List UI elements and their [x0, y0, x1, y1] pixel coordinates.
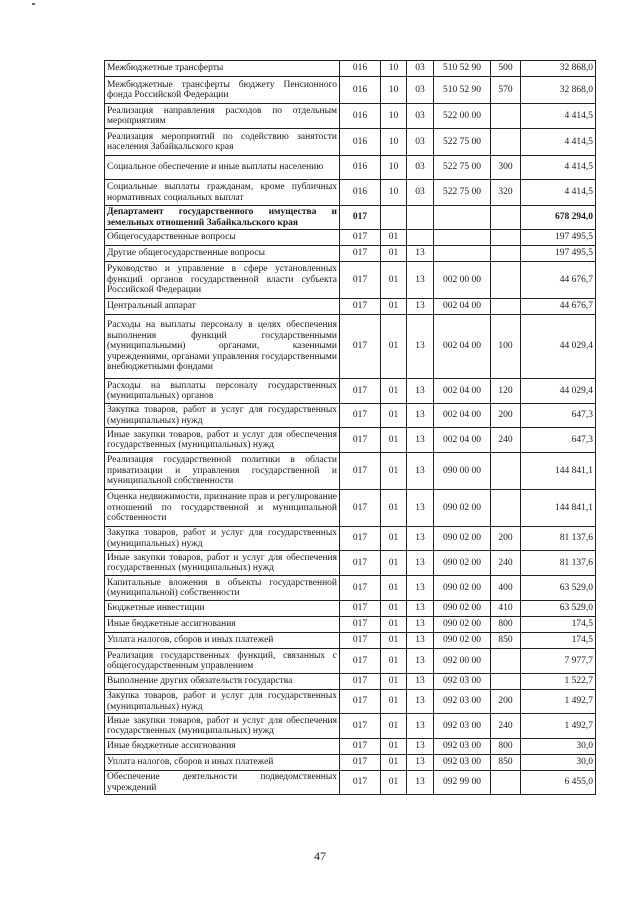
cell-section-code: 10: [381, 77, 407, 104]
cell-amount: 647,3: [521, 404, 596, 428]
cell-expense-type: 100: [491, 315, 521, 379]
cell-subsection-code: 13: [407, 299, 434, 315]
cell-section-code: 01: [381, 299, 407, 315]
cell-section-code: 01: [381, 246, 407, 262]
cell-subsection-code: 13: [407, 755, 434, 771]
table-row: [105, 77, 596, 104]
cell-section-code: 10: [381, 156, 407, 180]
table-row: [105, 633, 596, 649]
cell-subsection-code: 13: [407, 551, 434, 576]
cell-name: Общегосударственные вопросы: [105, 230, 340, 246]
cell-name: Департамент государственного имущества и земельных отношений Забайкальского края: [105, 206, 340, 230]
table-row: [105, 180, 596, 206]
cell-amount: 678 294,0: [521, 206, 596, 230]
cell-target-article: 002 04 00: [434, 299, 491, 315]
table-row: [105, 674, 596, 690]
cell-name: Закупка товаров, работ и услуг для государственных (муниципальных) нужд: [105, 690, 340, 714]
table-row: [105, 527, 596, 551]
cell-amount: 63 529,0: [521, 576, 596, 601]
cell-subsection-code: 13: [407, 576, 434, 601]
cell-subsection-code: 03: [407, 104, 434, 129]
table-row: [105, 61, 596, 77]
cell-expense-type: [491, 490, 521, 527]
table-row: [105, 129, 596, 156]
cell-ministry-code: 016: [340, 156, 381, 180]
cell-ministry-code: 017: [340, 771, 381, 795]
cell-amount: 44 029,4: [521, 315, 596, 379]
cell-ministry-code: 017: [340, 230, 381, 246]
cell-subsection-code: 13: [407, 649, 434, 674]
cell-name: Обеспечение деятельности подведомственных учреждений: [105, 771, 340, 795]
cell-ministry-code: 017: [340, 617, 381, 633]
cell-subsection-code: 03: [407, 77, 434, 104]
cell-name: Межбюджетные трансферты бюджету Пенсионного фонда Российской Федерации: [105, 77, 340, 104]
cell-amount: 4 414,5: [521, 180, 596, 206]
cell-name: Иные бюджетные ассигнования: [105, 739, 340, 755]
cell-name: Другие общегосударственные вопросы: [105, 246, 340, 262]
cell-ministry-code: 017: [340, 527, 381, 551]
cell-target-article: 090 02 00: [434, 576, 491, 601]
cell-name: Иные бюджетные ассигнования: [105, 617, 340, 633]
table-row: [105, 739, 596, 755]
cell-name: Закупка товаров, работ и услуг для государственных (муниципальных) нужд: [105, 404, 340, 428]
cell-expense-type: 200: [491, 690, 521, 714]
cell-ministry-code: 017: [340, 246, 381, 262]
cell-amount: 197 495,5: [521, 246, 596, 262]
cell-section-code: 01: [381, 428, 407, 453]
table-row: [105, 230, 596, 246]
table-row: [105, 771, 596, 795]
cell-amount: 63 529,0: [521, 601, 596, 617]
cell-subsection-code: 13: [407, 690, 434, 714]
cell-subsection-code: 13: [407, 428, 434, 453]
cell-expense-type: 570: [491, 77, 521, 104]
cell-name: Иные закупки товаров, работ и услуг для обеспечения государственных (муниципальных) нужд: [105, 551, 340, 576]
cell-target-article: 092 99 00: [434, 771, 491, 795]
cell-subsection-code: 03: [407, 156, 434, 180]
cell-subsection-code: 13: [407, 617, 434, 633]
cell-target-article: 090 02 00: [434, 490, 491, 527]
cell-amount: 174,5: [521, 633, 596, 649]
table-row: [105, 690, 596, 714]
cell-target-article: 002 04 00: [434, 404, 491, 428]
cell-section-code: 01: [381, 755, 407, 771]
table-row: [105, 453, 596, 490]
cell-expense-type: 850: [491, 633, 521, 649]
cell-ministry-code: 017: [340, 755, 381, 771]
cell-target-article: 090 00 00: [434, 453, 491, 490]
cell-target-article: 092 03 00: [434, 690, 491, 714]
cell-section-code: 01: [381, 527, 407, 551]
cell-section-code: 01: [381, 576, 407, 601]
cell-expense-type: 200: [491, 404, 521, 428]
cell-section-code: 10: [381, 180, 407, 206]
table-row: [105, 714, 596, 739]
cell-ministry-code: 017: [340, 315, 381, 379]
table-row: [105, 262, 596, 299]
cell-target-article: 510 52 90: [434, 61, 491, 77]
cell-section-code: 01: [381, 633, 407, 649]
cell-subsection-code: 13: [407, 490, 434, 527]
cell-target-article: [434, 230, 491, 246]
cell-section-code: 01: [381, 771, 407, 795]
cell-ministry-code: 017: [340, 649, 381, 674]
cell-amount: 4 414,5: [521, 104, 596, 129]
cell-expense-type: [491, 246, 521, 262]
cell-name: Расходы на выплаты персоналу государственных (муниципальных) органов: [105, 379, 340, 404]
cell-name: Реализация направления расходов по отдельным мероприятиям: [105, 104, 340, 129]
cell-name: Расходы на выплаты персоналу в целях обеспечения выполнения функций государственными (муниципальными) органами, казенными учреждениями, органами управления государственными внебюджетными фондами: [105, 315, 340, 379]
cell-ministry-code: 017: [340, 601, 381, 617]
cell-expense-type: 240: [491, 551, 521, 576]
cell-amount: 144 841,1: [521, 453, 596, 490]
cell-name: Иные закупки товаров, работ и услуг для обеспечения государственных (муниципальных) нужд: [105, 714, 340, 739]
cell-section-code: 01: [381, 379, 407, 404]
table-row: [105, 404, 596, 428]
cell-ministry-code: 017: [340, 576, 381, 601]
table-row: [105, 576, 596, 601]
table-row: [105, 649, 596, 674]
cell-target-article: 002 04 00: [434, 315, 491, 379]
cell-target-article: 090 02 00: [434, 601, 491, 617]
table-body: [105, 61, 596, 795]
cell-expense-type: 800: [491, 739, 521, 755]
cell-expense-type: 800: [491, 617, 521, 633]
table-row: [105, 379, 596, 404]
table-row: [105, 104, 596, 129]
cell-subsection-code: 13: [407, 633, 434, 649]
cell-name: Межбюджетные трансферты: [105, 61, 340, 77]
cell-amount: 81 137,6: [521, 527, 596, 551]
cell-name: Социальные выплаты гражданам, кроме публичных нормативных социальных выплат: [105, 180, 340, 206]
cell-name: Социальное обеспечение и иные выплаты населению: [105, 156, 340, 180]
cell-expense-type: 120: [491, 379, 521, 404]
cell-target-article: 092 03 00: [434, 714, 491, 739]
cell-subsection-code: 03: [407, 180, 434, 206]
cell-target-article: 522 75 00: [434, 180, 491, 206]
cell-ministry-code: 017: [340, 453, 381, 490]
cell-expense-type: 320: [491, 180, 521, 206]
cell-section-code: 01: [381, 690, 407, 714]
cell-target-article: 090 02 00: [434, 633, 491, 649]
cell-target-article: [434, 206, 491, 230]
cell-subsection-code: 03: [407, 129, 434, 156]
cell-subsection-code: [407, 206, 434, 230]
cell-amount: 44 029,4: [521, 379, 596, 404]
cell-ministry-code: 016: [340, 77, 381, 104]
cell-target-article: 522 75 00: [434, 156, 491, 180]
cell-expense-type: 240: [491, 428, 521, 453]
cell-ministry-code: 017: [340, 739, 381, 755]
cell-name: Иные закупки товаров, работ и услуг для обеспечения государственных (муниципальных) нужд: [105, 428, 340, 453]
cell-target-article: 092 03 00: [434, 674, 491, 690]
cell-ministry-code: 016: [340, 104, 381, 129]
cell-section-code: 01: [381, 649, 407, 674]
cell-ministry-code: 017: [340, 690, 381, 714]
cell-target-article: 092 03 00: [434, 739, 491, 755]
cell-subsection-code: 13: [407, 674, 434, 690]
table-row: [105, 617, 596, 633]
cell-section-code: 10: [381, 129, 407, 156]
cell-ministry-code: 017: [340, 674, 381, 690]
cell-subsection-code: 03: [407, 61, 434, 77]
cell-target-article: 002 04 00: [434, 379, 491, 404]
cell-subsection-code: 13: [407, 453, 434, 490]
cell-expense-type: 200: [491, 527, 521, 551]
table-row: [105, 315, 596, 379]
cell-amount: 174,5: [521, 617, 596, 633]
cell-section-code: 01: [381, 551, 407, 576]
cell-expense-type: [491, 674, 521, 690]
budget-table: [104, 60, 596, 795]
cell-ministry-code: 017: [340, 633, 381, 649]
table-row: [105, 299, 596, 315]
table-row: [105, 206, 596, 230]
cell-target-article: 002 00 00: [434, 262, 491, 299]
cell-name: Руководство и управление в сфере установленных функций органов государственной власти субъекта Российской Федерации: [105, 262, 340, 299]
table-row: [105, 490, 596, 527]
cell-section-code: 01: [381, 617, 407, 633]
cell-expense-type: 500: [491, 61, 521, 77]
cell-ministry-code: 017: [340, 551, 381, 576]
cell-name: Реализация государственной политики в области приватизации и управления государственной и муниципальной собственности: [105, 453, 340, 490]
cell-name: Закупка товаров, работ и услуг для государственных (муниципальных) нужд: [105, 527, 340, 551]
cell-name: Центральный аппарат: [105, 299, 340, 315]
cell-amount: 30,0: [521, 755, 596, 771]
cell-section-code: 01: [381, 674, 407, 690]
cell-subsection-code: 13: [407, 404, 434, 428]
cell-subsection-code: 13: [407, 601, 434, 617]
cell-ministry-code: 017: [340, 206, 381, 230]
cell-ministry-code: 017: [340, 428, 381, 453]
cell-amount: 32 868,0: [521, 77, 596, 104]
cell-subsection-code: 13: [407, 315, 434, 379]
cell-section-code: 01: [381, 739, 407, 755]
cell-target-article: [434, 246, 491, 262]
cell-section-code: 01: [381, 404, 407, 428]
cell-amount: 81 137,6: [521, 551, 596, 576]
cell-name: Реализация мероприятий по содействию занятости населения Забайкальского края: [105, 129, 340, 156]
cell-expense-type: [491, 129, 521, 156]
cell-amount: 197 495,5: [521, 230, 596, 246]
cell-section-code: 01: [381, 490, 407, 527]
cell-amount: 44 676,7: [521, 262, 596, 299]
cell-section-code: 01: [381, 262, 407, 299]
cell-ministry-code: 017: [340, 490, 381, 527]
cell-ministry-code: 017: [340, 379, 381, 404]
cell-name: Уплата налогов, сборов и иных платежей: [105, 633, 340, 649]
cell-amount: 4 414,5: [521, 156, 596, 180]
cell-ministry-code: 016: [340, 129, 381, 156]
cell-subsection-code: 13: [407, 262, 434, 299]
cell-section-code: 01: [381, 315, 407, 379]
cell-expense-type: 400: [491, 576, 521, 601]
cell-section-code: 01: [381, 714, 407, 739]
cell-amount: 1 492,7: [521, 714, 596, 739]
cell-name: Уплата налогов, сборов и иных платежей: [105, 755, 340, 771]
table-row: [105, 246, 596, 262]
cell-target-article: 002 04 00: [434, 428, 491, 453]
cell-target-article: 090 02 00: [434, 527, 491, 551]
cell-name: Реализация государственных функций, связанных с общегосударственным управлением: [105, 649, 340, 674]
cell-section-code: 01: [381, 453, 407, 490]
cell-amount: 647,3: [521, 428, 596, 453]
cell-section-code: [381, 206, 407, 230]
table-row: [105, 551, 596, 576]
cell-ministry-code: 016: [340, 180, 381, 206]
cell-amount: 1 492,7: [521, 690, 596, 714]
cell-amount: 30,0: [521, 739, 596, 755]
cell-subsection-code: 13: [407, 246, 434, 262]
cell-target-article: 092 03 00: [434, 755, 491, 771]
cell-expense-type: 850: [491, 755, 521, 771]
cell-section-code: 10: [381, 61, 407, 77]
cell-subsection-code: 13: [407, 527, 434, 551]
table-row: [105, 428, 596, 453]
cell-section-code: 10: [381, 104, 407, 129]
cell-ministry-code: 016: [340, 61, 381, 77]
cell-ministry-code: 017: [340, 404, 381, 428]
cell-target-article: 522 00 00: [434, 104, 491, 129]
page-number: 47: [314, 849, 326, 863]
cell-amount: 7 977,7: [521, 649, 596, 674]
cell-target-article: 092 00 00: [434, 649, 491, 674]
table-row: [105, 156, 596, 180]
cell-target-article: 510 52 90: [434, 77, 491, 104]
cell-target-article: 522 75 00: [434, 129, 491, 156]
cell-target-article: 090 02 00: [434, 617, 491, 633]
cell-target-article: 090 02 00: [434, 551, 491, 576]
cell-expense-type: [491, 649, 521, 674]
cell-ministry-code: 017: [340, 714, 381, 739]
cell-amount: 44 676,7: [521, 299, 596, 315]
cell-amount: 144 841,1: [521, 490, 596, 527]
cell-expense-type: 240: [491, 714, 521, 739]
cell-ministry-code: 017: [340, 299, 381, 315]
cell-expense-type: [491, 230, 521, 246]
cell-section-code: 01: [381, 230, 407, 246]
cell-expense-type: 410: [491, 601, 521, 617]
cell-expense-type: [491, 206, 521, 230]
cell-subsection-code: 13: [407, 739, 434, 755]
cell-expense-type: [491, 771, 521, 795]
cell-expense-type: [491, 262, 521, 299]
cell-subsection-code: 13: [407, 771, 434, 795]
cell-name: Оценка недвижимости, признание прав и регулирование отношений по государственной и муниципальной собственности: [105, 490, 340, 527]
cell-section-code: 01: [381, 601, 407, 617]
cell-amount: 6 455,0: [521, 771, 596, 795]
scan-artifact: [32, 3, 35, 5]
cell-subsection-code: [407, 230, 434, 246]
table-row: [105, 601, 596, 617]
cell-expense-type: [491, 453, 521, 490]
cell-expense-type: 300: [491, 156, 521, 180]
cell-subsection-code: 13: [407, 379, 434, 404]
cell-subsection-code: 13: [407, 714, 434, 739]
cell-ministry-code: 017: [340, 262, 381, 299]
cell-amount: 4 414,5: [521, 129, 596, 156]
cell-name: Выполнение других обязательств государства: [105, 674, 340, 690]
cell-name: Капитальные вложения в объекты государственной (муниципальной) собственности: [105, 576, 340, 601]
cell-amount: 32 868,0: [521, 61, 596, 77]
cell-expense-type: [491, 104, 521, 129]
cell-name: Бюджетные инвестиции: [105, 601, 340, 617]
cell-amount: 1 522,7: [521, 674, 596, 690]
table-row: [105, 755, 596, 771]
cell-expense-type: [491, 299, 521, 315]
